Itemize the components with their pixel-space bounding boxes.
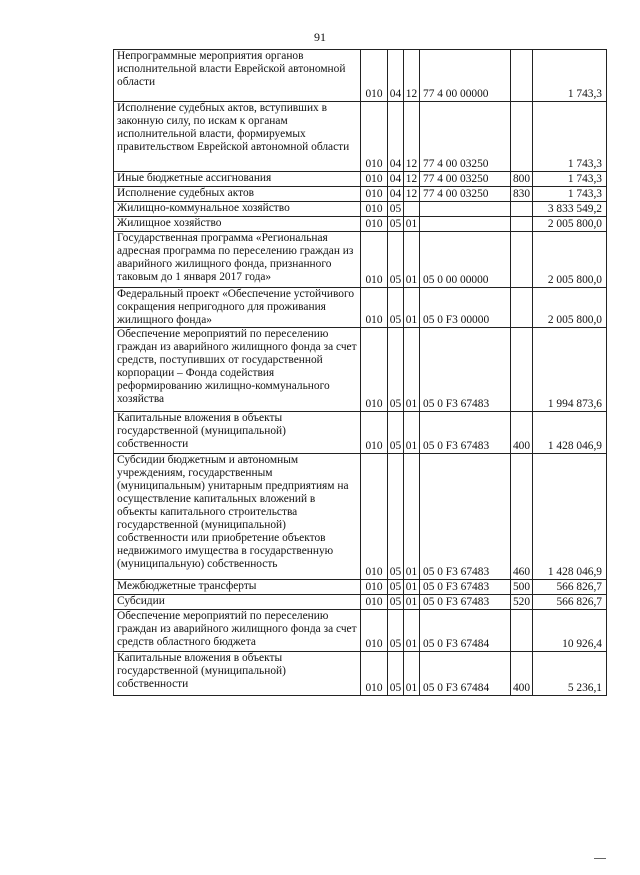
expense-type-code: 500 [511, 580, 533, 595]
section-code: 04 [388, 187, 404, 202]
amount: 10 926,4 [533, 610, 607, 652]
admin-code: 010 [361, 232, 388, 288]
amount: 2 005 800,0 [533, 288, 607, 328]
expense-type-code: 520 [511, 595, 533, 610]
table-row [114, 454, 607, 580]
admin-code: 010 [361, 288, 388, 328]
admin-code: 010 [361, 595, 388, 610]
amount: 1 428 046,9 [533, 454, 607, 580]
section-code: 05 [388, 217, 404, 232]
amount: 566 826,7 [533, 595, 607, 610]
expense-type-code [511, 288, 533, 328]
admin-code: 010 [361, 328, 388, 412]
table-row [114, 50, 607, 102]
subsection-code [404, 202, 420, 217]
admin-code: 010 [361, 50, 388, 102]
table-row [114, 595, 607, 610]
subsection-code: 01 [404, 232, 420, 288]
target-article-code [420, 202, 511, 217]
target-article-code: 05 0 F3 67484 [420, 652, 511, 696]
row-name: Обеспечение мероприятий по переселению граждан из аварийного жилищного фонда за счет средств областного бюджета [114, 610, 361, 652]
target-article-code: 77 4 00 03250 [420, 172, 511, 187]
admin-code: 010 [361, 202, 388, 217]
subsection-code: 01 [404, 595, 420, 610]
admin-code: 010 [361, 217, 388, 232]
table-row [114, 187, 607, 202]
target-article-code: 05 0 F3 67483 [420, 595, 511, 610]
admin-code: 010 [361, 172, 388, 187]
subsection-code: 01 [404, 580, 420, 595]
subsection-code: 01 [404, 454, 420, 580]
subsection-code: 01 [404, 328, 420, 412]
amount: 3 833 549,2 [533, 202, 607, 217]
expense-type-code [511, 217, 533, 232]
target-article-code: 05 0 F3 67483 [420, 328, 511, 412]
target-article-code: 05 0 F3 67483 [420, 412, 511, 454]
target-article-code: 77 4 00 00000 [420, 50, 511, 102]
subsection-code: 01 [404, 412, 420, 454]
section-code: 05 [388, 232, 404, 288]
target-article-code: 77 4 00 03250 [420, 187, 511, 202]
target-article-code: 77 4 00 03250 [420, 102, 511, 172]
row-name: Капитальные вложения в объекты государственной (муниципальной) собственности [114, 652, 361, 696]
expense-type-code [511, 232, 533, 288]
section-code: 05 [388, 595, 404, 610]
subsection-code: 01 [404, 217, 420, 232]
table-row [114, 610, 607, 652]
page-mark [594, 858, 606, 859]
table-row [114, 202, 607, 217]
expense-type-code: 800 [511, 172, 533, 187]
section-code: 05 [388, 454, 404, 580]
table-row [114, 652, 607, 696]
expense-type-code [511, 610, 533, 652]
subsection-code: 01 [404, 610, 420, 652]
section-code: 05 [388, 610, 404, 652]
section-code: 05 [388, 580, 404, 595]
row-name: Жилищное хозяйство [114, 217, 361, 232]
section-code: 04 [388, 50, 404, 102]
expense-type-code [511, 202, 533, 217]
page-number: 91 [314, 30, 326, 44]
table-row [114, 217, 607, 232]
expense-type-code [511, 102, 533, 172]
expense-type-code [511, 328, 533, 412]
table-row [114, 328, 607, 412]
section-code: 05 [388, 328, 404, 412]
table-row [114, 412, 607, 454]
amount: 1 743,3 [533, 187, 607, 202]
target-article-code: 05 0 00 00000 [420, 232, 511, 288]
row-name: Межбюджетные трансферты [114, 580, 361, 595]
expense-type-code: 460 [511, 454, 533, 580]
admin-code: 010 [361, 610, 388, 652]
amount: 566 826,7 [533, 580, 607, 595]
expense-type-code: 400 [511, 412, 533, 454]
row-name: Исполнение судебных актов [114, 187, 361, 202]
table-row [114, 172, 607, 187]
admin-code: 010 [361, 652, 388, 696]
subsection-code: 01 [404, 288, 420, 328]
row-name: Субсидии [114, 595, 361, 610]
table-body [114, 50, 607, 696]
target-article-code: 05 0 F3 00000 [420, 288, 511, 328]
amount: 2 005 800,0 [533, 217, 607, 232]
admin-code: 010 [361, 580, 388, 595]
amount: 1 743,3 [533, 172, 607, 187]
section-code: 04 [388, 102, 404, 172]
amount: 1 428 046,9 [533, 412, 607, 454]
section-code: 05 [388, 652, 404, 696]
row-name: Субсидии бюджетным и автономным учреждениям, государственным (муниципальным) унитарным предприятиям на осуществление капитальных вложений в объекты капитального строительства государственной (муниципальной) собственности или приобретение объектов недвижимого имущества в государственную (муниципальную) собственность [114, 454, 361, 580]
row-name: Обеспечение мероприятий по переселению граждан из аварийного жилищного фонда за счет средств, поступивших от государственной корпорации – Фонда содействия реформированию жилищно-коммунального хозяйства [114, 328, 361, 412]
section-code: 05 [388, 202, 404, 217]
expense-type-code: 400 [511, 652, 533, 696]
amount: 1 743,3 [533, 50, 607, 102]
subsection-code: 12 [404, 172, 420, 187]
admin-code: 010 [361, 102, 388, 172]
admin-code: 010 [361, 187, 388, 202]
amount: 1 994 873,6 [533, 328, 607, 412]
table-row [114, 580, 607, 595]
section-code: 05 [388, 412, 404, 454]
table-row [114, 232, 607, 288]
table-row [114, 288, 607, 328]
section-code: 05 [388, 288, 404, 328]
amount: 5 236,1 [533, 652, 607, 696]
target-article-code: 05 0 F3 67484 [420, 610, 511, 652]
subsection-code: 01 [404, 652, 420, 696]
row-name: Государственная программа «Региональная адресная программа по переселению граждан из аварийного жилищного фонда, признанного таковым до 1 января 2017 года» [114, 232, 361, 288]
row-name: Исполнение судебных актов, вступивших в законную силу, по искам к органам исполнительной власти, формируемых правительством Еврейской автономной области [114, 102, 361, 172]
expense-type-code [511, 50, 533, 102]
expense-type-code: 830 [511, 187, 533, 202]
target-article-code: 05 0 F3 67483 [420, 454, 511, 580]
row-name: Федеральный проект «Обеспечение устойчивого сокращения непригодного для проживания жилищного фонда» [114, 288, 361, 328]
subsection-code: 12 [404, 102, 420, 172]
budget-table [113, 49, 607, 696]
row-name: Капитальные вложения в объекты государственной (муниципальной) собственности [114, 412, 361, 454]
amount: 1 743,3 [533, 102, 607, 172]
row-name: Непрограммные мероприятия органов исполнительной власти Еврейской автономной области [114, 50, 361, 102]
subsection-code: 12 [404, 50, 420, 102]
section-code: 04 [388, 172, 404, 187]
table-row [114, 102, 607, 172]
target-article-code [420, 217, 511, 232]
admin-code: 010 [361, 454, 388, 580]
row-name: Иные бюджетные ассигнования [114, 172, 361, 187]
target-article-code: 05 0 F3 67483 [420, 580, 511, 595]
row-name: Жилищно-коммунальное хозяйство [114, 202, 361, 217]
amount: 2 005 800,0 [533, 232, 607, 288]
admin-code: 010 [361, 412, 388, 454]
subsection-code: 12 [404, 187, 420, 202]
